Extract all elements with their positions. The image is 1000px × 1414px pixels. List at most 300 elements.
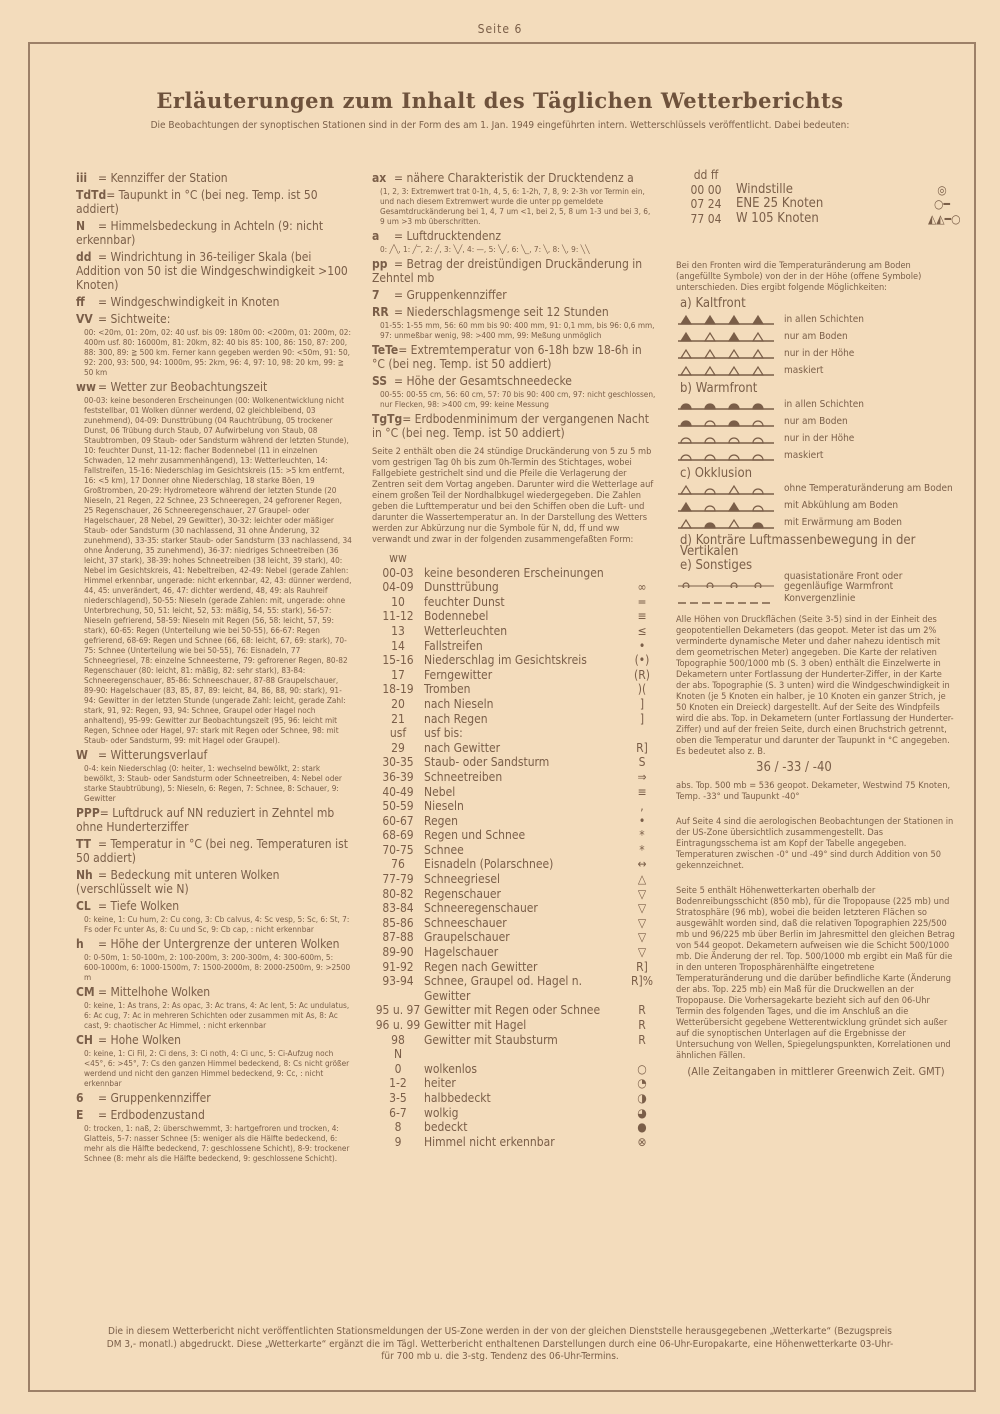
key-symbol: CL xyxy=(76,899,91,913)
key-entry xyxy=(372,343,656,371)
key-entry xyxy=(76,899,352,913)
table-row xyxy=(372,1106,656,1121)
key-text: = Kennziffer der Station xyxy=(98,171,228,185)
table-row xyxy=(372,843,656,858)
page-title: Erläuterungen zum Inhalt des Täglichen Wetterberichts xyxy=(156,88,844,113)
weather-symbol-icon: ○━ xyxy=(934,197,950,212)
weather-symbol-icon: ≤ xyxy=(637,623,647,638)
row-text: Regenschauer xyxy=(424,886,501,901)
key-detail: 0: ╱╲, 1: ╱‾, 2: ╱, 3: ╲╱, 4: —, 5: ╲╱, 6: ╲_, 7: ╲, 8: ╲, 9: ╲╲ xyxy=(380,244,590,254)
row-text: Niederschlag im Gesichtskreis xyxy=(424,653,587,668)
weather-symbol-icon: ◕ xyxy=(637,1105,647,1120)
weather-symbol-icon: R]% xyxy=(631,974,653,989)
key-entry xyxy=(372,288,656,302)
front-row xyxy=(676,591,956,608)
table-row xyxy=(372,1120,656,1135)
table-row xyxy=(372,682,656,697)
key-symbol: E xyxy=(76,1108,84,1122)
key-text: = Temperatur in °C (bei neg. Temperaturen ist 50 addiert) xyxy=(76,837,348,865)
key-entry xyxy=(76,806,352,834)
row-code: 40-49 xyxy=(382,784,414,799)
footer-note: Die in diesem Wetterbericht nicht veröffentlichten Stationsmeldungen der US-Zone werden in der von der gleichen Dienststelle herausgegebenen „Wetterkarte“ (Bezugspreis DM 3,- monatl.) abgedruckt. Diese „Wetterkarte“ ergänzt die im Tägl. Wetterbericht enthaltenen Darstellungen durch eine 06-Uhr-Europakarte, eine Höhenwetterkarte 03-Uhr- für 700 mb u. die 3-stg. Tendenz des 06-Uhr-Termins. xyxy=(106,1326,894,1362)
key-symbol: PPP xyxy=(76,806,100,820)
table-row xyxy=(372,1076,656,1091)
row-text: Dunsttrübung xyxy=(424,580,499,595)
row-code: 13 xyxy=(391,623,405,638)
key-text: = Niederschlagsmenge seit 12 Stunden xyxy=(394,305,609,319)
front-line xyxy=(676,484,776,496)
front-label: Konvergenzlinie xyxy=(784,593,856,605)
key-text: = Luftdrucktendenz xyxy=(394,229,501,243)
key-text: = Extremtemperatur von 6-18h bzw 18-6h in °C (bei neg. Temp. ist 50 addiert) xyxy=(372,343,642,371)
table-row xyxy=(372,799,656,814)
weather-symbol-icon: ∞ xyxy=(637,580,647,595)
key-detail: 0-4: kein Niederschlag (0: heiter, 1: wechselnd bewölkt, 2: stark bewölkt, 3: Staub- oder Sandsturm oder Schneetreiben, 4: Nebel oder starke Staubtrübung), 5: Nieseln, 6: Regen, 7: Schnee, 8: Schauer, 9: Gewitter xyxy=(84,763,342,803)
row-code: 76 xyxy=(391,857,405,872)
table-row xyxy=(372,1018,656,1033)
table-row xyxy=(372,945,656,960)
key-symbol: TgTg xyxy=(372,412,403,426)
key-entry xyxy=(76,295,352,309)
row-text: Schneeschauer xyxy=(424,915,507,930)
front-label: nur in der Höhe xyxy=(784,348,855,360)
cloud-cover-table xyxy=(372,1062,656,1150)
row-code: 11-12 xyxy=(382,609,414,624)
page5-explanation: Seite 5 enthält Höhenwetterkarten oberhalb der Bodenreibungsschicht (850 mb), für die Tropopause (225 mb) und Stratosphäre (96 mb), wobei die beiden letzteren Flächen so ausgewählt worden sind, daß die relativen Topographien 225/500 mb und 96/225 mb über Berlin im Jahresmittel den gleichen Betrag von 544 geopot. Dekametern aufweisen wie die Schicht 500/1000 mb. Die Änderung der rel. Top. 500/1000 mb ergibt ein Maß für die in den unteren Troposphärenhälfte eingetretene Temperaturänderung und die darüber befindliche Karte (Änderung der abs. Top. 225 mb) ein Maß für die Druckwellen an der Tropopause. Die Vorhersagekarte bezieht sich auf den 06-Uhr Termin des folgenden Tages, und die im Anschluß an die Wetterübersicht gegebene Wetterentwicklung gründet sich außer auf die synoptischen Unterlagen auf die Ergebnisse der Untersuchung von Wellen, Spiegelungspunkten, Korrelationen und ähnlichen Fällen. xyxy=(676,884,955,1061)
weather-symbol-icon: * xyxy=(639,828,645,843)
row-code: 96 u. 99 xyxy=(375,1018,421,1032)
row-text: wolkig xyxy=(424,1105,459,1120)
table-row xyxy=(372,609,656,624)
row-text: Gewitter mit Regen oder Schnee xyxy=(424,1003,601,1018)
fronts-intro: Bei den Fronten wird die Temperaturänderung am Boden (angefüllte Symbole) von der in der Höhe (offene Symbole) unterschieden. Dies ergibt folgende Möglichkeiten: xyxy=(676,260,922,294)
key-detail: 0: trocken, 1: naß, 2: überschwemmt, 3: hartgefroren und trocken, 4: Glatteis, 5-7: nasser Schnee (5: weniger als die Hälfte bedeckend, 6: mehr als die Hälfte bedeckend, 7: geschlossene Schicht), 8-9: trockener Schnee (8: mehr als die Hälfte bedeckend, 9: geschlossene Schicht). xyxy=(84,1123,350,1163)
row-code: 00 00 xyxy=(690,182,722,197)
row-code: 70-75 xyxy=(382,842,414,857)
wind-table xyxy=(676,181,961,227)
front-symbol-icon xyxy=(676,484,776,496)
weather-symbol-icon: )( xyxy=(637,682,647,697)
key-text: = Witterungsverlauf xyxy=(98,748,208,762)
front-row xyxy=(676,346,956,363)
key-symbol: pp xyxy=(372,257,388,271)
front-line xyxy=(676,518,776,530)
table-row xyxy=(372,653,656,668)
row-code: 8 xyxy=(394,1120,402,1135)
key-entry xyxy=(372,305,656,319)
table-row xyxy=(372,741,656,756)
weather-symbol-icon: • xyxy=(638,638,646,653)
row-text: keine besonderen Erscheinungen xyxy=(424,565,604,580)
table-row xyxy=(372,1135,656,1150)
front-row xyxy=(676,312,956,329)
weather-symbol-icon: ▽ xyxy=(637,915,647,930)
heights-explanation: Alle Höhen von Druckflächen (Seite 3-5) sind in der Einheit des geopotentiellen Dekameters (das geopot. Meter ist das um 2% verminderte dynamische Meter und daher nahezu identisch mit dem geometrischen Meter) angegeben. Die Karte der relativen Topographie 500/1000 mb (S. 3 oben) enthält die Einzelwerte in Dekametern unter Fortlassung der Hunderter-Ziffer, in der Karte der abs. Topographie (S. 3 unten) wird die Windgeschwindigkeit in Knoten (je 5 Knoten ein halber, je 10 Knoten ein ganzer Strich, je 50 Knoten ein Dreieck) dargestellt. Auf der Seite des Windpfeils wird die abs. Top. in Dekametern (unter Fortlassung der Hunderter-Ziffer) und auf der freien Seite, durch einen Bruchstrich getrennt, oben die Temperatur und darunter der Taupunkt in °C angegeben. Es bedeutet also z. B. xyxy=(676,613,954,757)
table-row xyxy=(372,770,656,785)
front-line xyxy=(676,348,776,360)
page2-explanation: Seite 2 enthält oben die 24 stündige Druckänderung von 5 zu 5 mb vom gestrigen Tag 0h bis zum 0h-Termin des Stichtages, wobei Fallgebiete gestrichelt sind und die Pfeile die Verlagerung der Zentren seit dem Vortag angeben. Darunter wird die Wetterlage auf einem großen Teil der Nordhalbkugel wiedergegeben. Die Zahlen geben die Lufttemperatur und bei den Schiffen oben die Luft- und darunter die Wassertemperatur an. In der Darstellung des Wetters werden zur Abkürzung nur die Symbole für N, dd, ff und ww verwandt und zwar in der folgenden zusammengefaßten Form: xyxy=(372,446,654,545)
table-row xyxy=(372,595,656,610)
front-symbol-icon xyxy=(676,348,776,360)
row-text: Tromben xyxy=(424,682,471,697)
front-symbol-icon xyxy=(676,501,776,513)
front-line xyxy=(676,576,776,588)
row-code: 10 xyxy=(391,594,405,609)
row-text: usf bis: xyxy=(424,726,463,741)
row-code: 50-59 xyxy=(382,799,414,814)
row-text: Eisnadeln (Polarschnee) xyxy=(424,857,554,872)
front-line xyxy=(676,365,776,377)
table-row xyxy=(676,183,956,198)
front-label: maskiert xyxy=(784,365,824,377)
row-text: Regen und Schnee xyxy=(424,828,526,843)
key-text: = Wetter zur Beobachtungszeit xyxy=(98,380,268,394)
row-text: Regen xyxy=(424,813,458,828)
key-entry xyxy=(76,250,352,292)
key-entry xyxy=(76,219,352,247)
key-symbol: CM xyxy=(76,985,95,999)
front-label: mit Erwärmung am Boden xyxy=(784,517,902,529)
row-text: Staub- oder Sandsturm xyxy=(424,755,550,770)
key-entry xyxy=(76,188,352,216)
n-head-label: N xyxy=(393,1047,403,1062)
row-code: 85-86 xyxy=(382,915,414,930)
row-code: 15-16 xyxy=(382,653,414,668)
key-symbol: RR xyxy=(372,305,389,319)
gmt-note: (Alle Zeitangaben in mittlerer Greenwich Zeit. GMT) xyxy=(687,1064,945,1078)
key-symbol: ww xyxy=(76,380,96,394)
table-row xyxy=(372,857,656,872)
front-label: nur am Boden xyxy=(784,331,848,343)
row-text: Regen nach Gewitter xyxy=(424,959,538,974)
row-code: 83-84 xyxy=(382,901,414,916)
key-detail: 00-55: 00-55 cm, 56: 60 cm, 57: 70 bis 90: 400 cm, 97: nicht geschlossen, nur Flecken, 98: >400 cm, 99: keine Messung xyxy=(380,389,656,409)
front-symbol-icon xyxy=(676,314,776,326)
key-text: = Windgeschwindigkeit in Knoten xyxy=(98,295,280,309)
row-code: 04-09 xyxy=(382,580,414,595)
key-entry xyxy=(372,229,656,243)
row-code: 1-2 xyxy=(389,1076,407,1091)
front-row xyxy=(676,498,956,515)
front-label: nur in der Höhe xyxy=(784,432,855,444)
key-entry xyxy=(76,868,352,896)
key-symbol: VV xyxy=(76,312,93,326)
key-symbol: 6 xyxy=(76,1091,84,1105)
key-entry xyxy=(372,257,656,285)
fronts-legend xyxy=(676,296,956,608)
page-subtitle: Die Beobachtungen der synoptischen Stationen sind in der Form des am 1. Jan. 1949 eingeführten intern. Wetterschlüssels veröffentlicht. Dabei bedeuten: xyxy=(150,120,850,131)
table-row xyxy=(372,668,656,683)
table-row xyxy=(372,901,656,916)
pressure-key-list xyxy=(372,171,656,440)
table-row xyxy=(372,712,656,727)
table-row xyxy=(372,566,656,581)
ww-table-head xyxy=(372,551,656,566)
row-text: Nebel xyxy=(424,784,456,799)
key-symbol: 7 xyxy=(372,288,380,302)
table-row xyxy=(372,639,656,654)
key-detail: 00-03: keine besonderen Erscheinungen (00: Wolkenentwicklung nicht feststellbar, 01 Wolken dünner werdend, 02 gleichbleibend, 03 zunehmend), 04-09: Dunsttrübung (04 Rauchtrübung, 05 trockener Dunst, 06 Trübung durch Staub, 07 Aufwirbelung von Staub, 08 Staubtromben, 09 Staub- oder Sandsturm während der letzten Stunde), 10: feuchter Dunst, 11-12: flacher Bodennebel (11 in einzelnen Schwaden, 12 mehr zusammenhängend), 13: Wetterleuchten, 14: Fallstreifen, 15-16: Niederschlag im Gesichtskreis (15: >5 km entfernt, 16: <5 km), 17 Donner ohne Niederschlag, 18 starke Böen, 19 Großtromben, 20-29: Hydrometeore während der letzten Stunde (20 Nieseln, 21 Regen, 22 Schnee, 23 Schneeregen, 24 gefrorener Regen, 25 Regenschauer, 26 Schneeregenschauer, 27 Graupel- oder Hagelschauer, 28 Nebel, 29 Gewitter), 30-32: leichter oder mäßiger Staub- oder Sandsturm (30 nachlassend, 31 ohne Änderung, 32 zunehmend), 33-35: starker Staub- oder Sandsturm (33 nachlassend, 34 ohne Änderung, 35 zunehmend), 36-37: niedriges Schneetreiben (36 leicht, 37 stark), 38-39: hohes Schneetreiben (38 leicht, 39 stark), 40: Nebel im Gesichtskreis, 41: Nebeltreiben, 42-49: Nebel (gerade Zahlen: Himmel erkennbar, ungerade: nicht erkennbar, 42, 43: dünner werdend, 44, 45: unverändert, 46, 47: dichter werdend, 48, 49: als Rauhreif niederschlagend), 50-55: Nieseln (gerade Zahlen: mit, ungerade: ohne Unterbrechung, 50, 51: leicht, 52, 53: mäßig, 54, 55: stark), 56-57: Nieseln gefrierend, 58-59: Nieseln mit Regen (56, 58: leicht, 57, 59: stark), 60-65: Regen (Unterteilung wie bei 50-55), 66-67: Regen gefrierend, 68-69: Regen und Schnee (66, 68: leicht, 67, 69: stark), 70-75: Schnee (Unterteilung wie bei 50-55), 76: Eisnadeln, 77 Schneegriesel, 78: einzelne Schneesterne, 79: gefrorener Regen, 80-82 Regenschauer (80: leicht, 81: mäßig, 82: sehr stark), 83-84: Schneeregenschauer, 85-86: Schneeschauer, 87-88 Graupelschauer, 89-90: Hagelschauer (83, 85, 87, 89: leicht, 84, 86, 88, 90: stark), 91-94: Gewitter in der letzten Stunde (ungerade Zahl: leicht, gerade Zahl: stark, 91, 92: Regen, 93, 94: Schnee, Graupel oder Hagel noch anhaltend), 95-99: Gewitter zur Beobachtungszeit (95, 96: leicht mit Regen, Schnee oder Hagel, 97: stark mit Regen oder Schnee, 98: mit Staub- oder Sandsturm, 99: mit Hagel oder Graupel). xyxy=(84,395,352,745)
key-symbol: TeTe xyxy=(372,343,399,357)
row-code: 80-82 xyxy=(382,886,414,901)
key-symbol: ff xyxy=(76,295,85,309)
table-row xyxy=(372,697,656,712)
weather-symbol-icon: ⊗ xyxy=(637,1134,647,1149)
key-text: = Höhe der Gesamtschneedecke xyxy=(394,374,572,388)
table-row xyxy=(372,1003,656,1018)
front-group-heading: b) Warmfront xyxy=(680,380,758,396)
row-text: Schnee xyxy=(424,842,464,857)
table-row xyxy=(372,960,656,975)
row-code: 21 xyxy=(391,711,405,726)
weather-symbol-icon xyxy=(628,566,656,581)
front-row xyxy=(676,363,956,380)
row-text: W 105 Knoten xyxy=(736,210,819,226)
key-text: = Hohe Wolken xyxy=(98,1033,182,1047)
weather-symbol-icon: R xyxy=(638,1018,646,1032)
weather-symbol-icon: ○ xyxy=(637,1061,647,1076)
row-code: 87-88 xyxy=(382,930,414,945)
key-text: = Luftdruck auf NN reduziert in Zehntel mb ohne Hunderterziffer xyxy=(76,806,335,834)
table-row xyxy=(372,974,656,1003)
weather-symbol-icon: ◭◭━○ xyxy=(928,211,961,226)
row-code: 14 xyxy=(391,638,405,653)
row-code: 60-67 xyxy=(382,813,414,828)
front-symbol-icon xyxy=(676,365,776,377)
front-symbol-icon xyxy=(676,433,776,445)
weather-symbol-icon: ] xyxy=(639,696,645,711)
page-number: Seite 6 xyxy=(477,22,523,36)
table-row xyxy=(372,887,656,902)
front-label: nur am Boden xyxy=(784,415,848,427)
key-detail: 0: keine, 1: Ci Fil, 2: Ci dens, 3: Ci noth, 4: Ci unc, 5: Ci-Aufzug noch <45°, 6: >45°, 7: Cs den ganzen Himmel bedeckend, 8: Cs nicht größer werdend und nicht den ganzen Himmel bedeckend, 9: Cc, : nicht erkennbar xyxy=(84,1048,350,1088)
row-text: Graupelschauer xyxy=(424,930,510,945)
front-group-heading: a) Kaltfront xyxy=(680,296,746,312)
weather-symbol-icon: , xyxy=(640,799,644,814)
row-code: 3-5 xyxy=(389,1090,407,1105)
key-detail: 00: <20m, 01: 20m, 02: 40 usf. bis 09: 180m 00: <200m, 01: 200m, 02: 400m usf. 80: 16000m, 81: 20km, 82: 40 bis 85: 100, 86: 150, 87: 200, 88: 300, 89: ≧ 500 km. Ferner kann gegeben werden 90: <50m, 91: 50, 92: 200, 93: 500, 94: 1000m, 95: 2km, 96: 4, 97: 10, 98: 20 km, 99: ≧ 50 km xyxy=(84,327,351,377)
key-detail: 0: keine, 1: As trans, 2: As opac, 3: Ac trans, 4: Ac lent, 5: Ac undulatus, 6: Ac cug, 7: Ac in mehreren Schichten oder zusammen mit As, 8: Ac cast, 9: chaotischer Ac Himmel, : nicht erkennbar xyxy=(84,1000,350,1030)
key-entry xyxy=(372,171,656,185)
key-text: = Erdbodenzustand xyxy=(98,1108,205,1122)
key-entry xyxy=(76,1108,352,1122)
front-row xyxy=(676,431,956,448)
table-row xyxy=(372,1033,656,1048)
front-symbol-icon xyxy=(676,450,776,462)
column-left xyxy=(76,168,352,1165)
weather-symbol-icon: R xyxy=(638,1032,646,1047)
ddff-head xyxy=(676,168,956,183)
row-code: 0 xyxy=(394,1061,402,1076)
weather-symbol-icon: * xyxy=(639,842,645,857)
weather-symbol-icon: △ xyxy=(637,872,647,887)
wind-station-example: 36 / -33 / -40 xyxy=(756,759,832,775)
row-code: 98 xyxy=(391,1032,405,1047)
weather-symbol-icon: ↔ xyxy=(637,857,647,872)
key-symbol: TdTd xyxy=(76,188,107,202)
key-text: = Bedeckung mit unteren Wolken (verschlüsselt wie N) xyxy=(76,868,280,896)
row-code: 20 xyxy=(391,696,405,711)
table-row xyxy=(372,1091,656,1106)
row-text: Schneeregenschauer xyxy=(424,901,538,916)
table-row xyxy=(372,872,656,887)
weather-symbol-icon: ◎ xyxy=(937,182,947,197)
front-row xyxy=(676,515,956,532)
key-text: = Erdbodenminimum der vergangenen Nacht in °C (bei neg. Temp. ist 50 addiert) xyxy=(372,412,649,440)
front-label: mit Abkühlung am Boden xyxy=(784,500,899,512)
wind-example-text: abs. Top. 500 mb = 536 geopot. Dekameter, Westwind 75 Knoten, Temp. -33° und Taupunkt -40° xyxy=(676,779,951,802)
key-text: = Tiefe Wolken xyxy=(98,899,180,913)
table-row xyxy=(676,197,956,212)
front-line xyxy=(676,331,776,343)
row-code: 68-69 xyxy=(382,828,414,843)
front-line xyxy=(676,399,776,411)
table-row xyxy=(676,210,961,227)
weather-symbol-icon: ▽ xyxy=(637,945,647,960)
weather-symbol-icon xyxy=(628,726,656,741)
key-symbol: N xyxy=(76,219,86,233)
row-text: Gewitter mit Hagel xyxy=(424,1018,527,1032)
page4-explanation: Auf Seite 4 sind die aerologischen Beobachtungen der Stationen in der US-Zone übersichtlich zusammengestellt. Das Eintragungsschema ist am Kopf der Tabelle angegeben. Temperaturen zwischen -0° und -49° sind durch Addition von 50 gekennzeichnet. xyxy=(676,815,954,871)
row-text: Wetterleuchten xyxy=(424,623,508,638)
weather-symbol-icon: ◑ xyxy=(637,1090,647,1105)
weather-symbol-icon: (R) xyxy=(634,667,650,682)
row-code: 89-90 xyxy=(382,945,414,960)
weather-symbol-icon: ▽ xyxy=(637,886,647,901)
key-text: = Gruppenkennziffer xyxy=(98,1091,211,1105)
row-text: Bodennebel xyxy=(424,609,489,624)
table-row xyxy=(372,755,656,770)
front-label: maskiert xyxy=(784,449,824,461)
key-symbol: iii xyxy=(76,171,88,185)
row-text: Windstille xyxy=(736,181,793,197)
front-row xyxy=(676,397,956,414)
front-label: in allen Schichten xyxy=(784,398,864,410)
key-entry xyxy=(372,412,656,440)
weather-symbol-icon: R] xyxy=(636,740,648,755)
front-group-heading: d) Konträre Luftmassenbewegung in der Vertikalen xyxy=(680,533,916,559)
row-code: 95 u. 97 xyxy=(375,1003,421,1018)
key-text: = Betrag der dreistündigen Druckänderung in Zehntel mb xyxy=(372,257,643,285)
front-symbol-icon xyxy=(676,416,776,428)
key-entry xyxy=(76,748,352,762)
key-symbol: a xyxy=(372,229,380,243)
key-symbol: W xyxy=(76,748,88,762)
row-text: nach Regen xyxy=(424,711,488,726)
key-entry xyxy=(76,985,352,999)
front-symbol-icon xyxy=(676,399,776,411)
row-code: 9 xyxy=(394,1134,402,1149)
front-symbol-icon xyxy=(676,331,776,343)
table-row xyxy=(372,785,656,800)
row-code: 18-19 xyxy=(382,682,414,697)
row-text: Gewitter mit Staubsturm xyxy=(424,1032,558,1047)
weather-symbol-icon: R xyxy=(638,1003,646,1018)
key-text: = Höhe der Untergrenze der unteren Wolken xyxy=(98,937,340,951)
weather-symbol-icon: ● xyxy=(637,1120,647,1135)
key-entry xyxy=(76,837,352,865)
row-text: Himmel nicht erkennbar xyxy=(424,1134,555,1149)
key-entry xyxy=(76,380,352,394)
key-entry xyxy=(76,312,352,326)
table-row xyxy=(372,580,656,595)
row-code: 00-03 xyxy=(382,565,414,580)
row-text: Fallstreifen xyxy=(424,638,483,653)
row-code: 17 xyxy=(391,667,405,682)
column-right xyxy=(676,168,961,1078)
key-symbol: Nh xyxy=(76,868,93,882)
table-row xyxy=(372,828,656,843)
weather-symbol-icon: ◔ xyxy=(637,1076,647,1091)
front-row xyxy=(676,448,956,465)
row-code: 93-94 xyxy=(382,974,414,989)
key-text: = Himmelsbedeckung in Achteln (9: nicht erkennbar) xyxy=(76,219,324,247)
row-text: halbbedeckt xyxy=(424,1090,491,1105)
table-row xyxy=(372,930,656,945)
row-text: heiter xyxy=(424,1076,456,1091)
weather-symbol-icon: ] xyxy=(639,711,645,726)
weather-symbol-icon: ═ xyxy=(638,594,646,609)
front-group-heading: c) Okklusion xyxy=(680,465,753,481)
key-text: = Sichtweite: xyxy=(98,312,171,326)
weather-symbol-icon: ▽ xyxy=(637,930,647,945)
front-symbol-icon xyxy=(676,576,776,588)
table-row xyxy=(372,624,656,639)
weather-symbol-icon: • xyxy=(638,813,646,828)
key-symbol: CH xyxy=(76,1033,93,1047)
row-text: Hagelschauer xyxy=(424,945,499,960)
ww-head-label: ww xyxy=(389,551,407,565)
table-row xyxy=(372,726,656,741)
weather-symbol-icon: ≡ xyxy=(637,784,647,799)
ddff-head-label: dd ff xyxy=(693,168,719,182)
row-text: feuchter Dunst xyxy=(424,594,505,609)
key-symbol: dd xyxy=(76,250,92,264)
front-line xyxy=(676,416,776,428)
key-entry xyxy=(76,1091,352,1105)
row-code: usf xyxy=(389,726,407,741)
key-detail: 0: keine, 1: Cu hum, 2: Cu cong, 3: Cb calvus, 4: Sc vesp, 5: Sc, 6: St, 7: Fs oder Fc unter As, 8: Cu und Sc, 9: Cb cap, : nicht erkennbar xyxy=(84,914,350,934)
n-table-head xyxy=(372,1047,656,1062)
front-row xyxy=(676,329,956,346)
row-code: 30-35 xyxy=(382,755,414,770)
row-text: Ferngewitter xyxy=(424,667,493,682)
row-text: bedeckt xyxy=(424,1120,468,1135)
row-text: Schneetreiben xyxy=(424,769,503,784)
weather-symbol-icon: ⇒ xyxy=(637,769,647,784)
row-text: ENE 25 Knoten xyxy=(736,196,824,212)
row-text: nach Gewitter xyxy=(424,740,501,755)
front-row xyxy=(676,481,956,498)
row-code: 29 xyxy=(391,740,405,755)
key-detail: (1, 2, 3: Extremwert trat 0-1h, 4, 5, 6: 1-2h, 7, 8, 9: 2-3h vor Termin ein, und nach diesem Extremwert wurde die unter pp gemeldete Gesamtdruckänderung bei 1, 4, 7 um <1, bei 2, 5, 8 um 1-3 und bei 3, 6, 9 um >3 mb überschritten. xyxy=(380,186,651,226)
front-symbol-icon xyxy=(676,518,776,530)
weather-symbol-icon: ≡ xyxy=(637,609,647,624)
front-row xyxy=(676,570,956,593)
weather-symbol-icon: S xyxy=(638,755,646,770)
key-text: = Taupunkt in °C (bei neg. Temp. ist 50 addiert) xyxy=(76,188,318,216)
key-entry xyxy=(372,374,656,388)
row-text: wolkenlos xyxy=(424,1061,477,1076)
key-symbol: h xyxy=(76,937,84,951)
front-symbol-icon xyxy=(676,593,776,605)
front-row xyxy=(676,414,956,431)
row-text: Schneegriesel xyxy=(424,872,500,887)
front-label: ohne Temperaturänderung am Boden xyxy=(784,483,953,495)
key-text: = Mittelhohe Wolken xyxy=(98,985,211,999)
front-line xyxy=(676,501,776,513)
row-code: 07 24 xyxy=(690,197,722,212)
